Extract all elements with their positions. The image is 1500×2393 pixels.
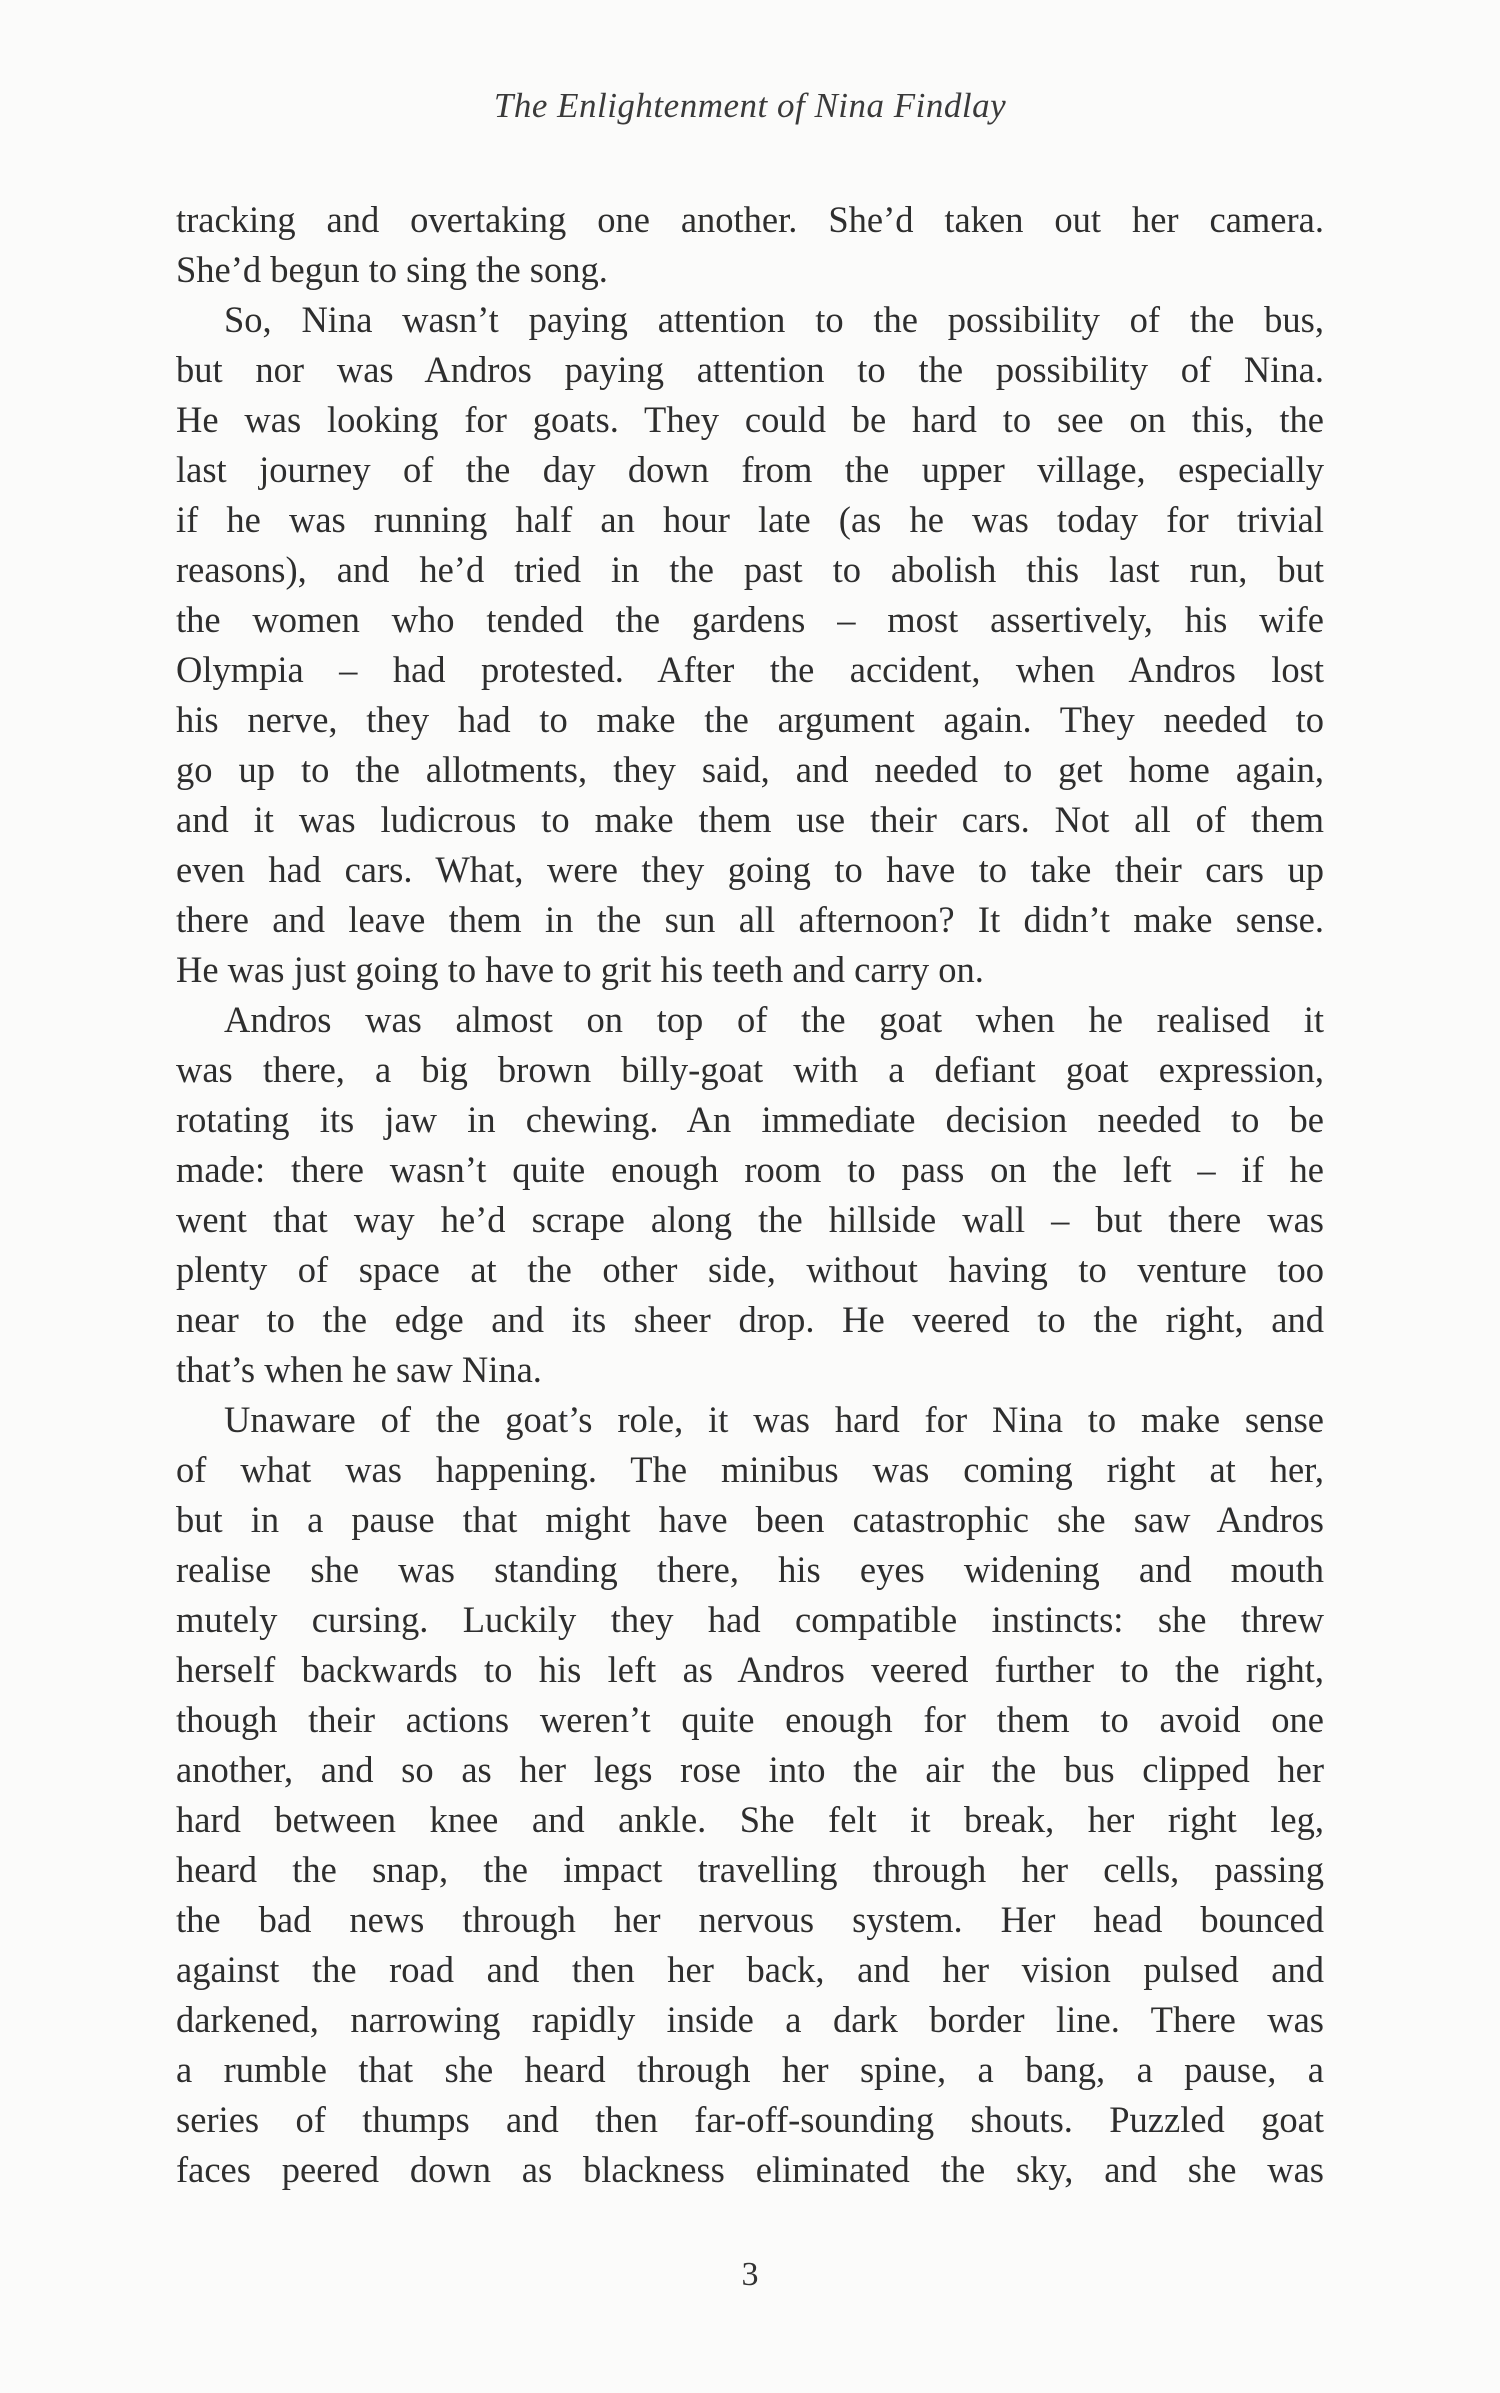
text-line: that’s when he saw Nina. <box>176 1349 542 1390</box>
text-line: a rumble that she heard through her spine, a bang, a pause, a <box>176 2049 1324 2090</box>
text-line: heard the snap, the impact travelling through her cells, passing <box>176 1849 1324 1890</box>
text-line: tracking and overtaking one another. She’d taken out her camera. <box>176 199 1324 240</box>
text-line: reasons), and he’d tried in the past to abolish this last run, but <box>176 549 1324 590</box>
page-number: 3 <box>741 2256 759 2293</box>
text-line: realise she was standing there, his eyes widening and mouth <box>176 1549 1324 1590</box>
text-line: and it was ludicrous to make them use their cars. Not all of them <box>176 799 1324 840</box>
text-line: faces peered down as blackness eliminated the sky, and she was <box>176 2149 1324 2190</box>
text-line: darkened, narrowing rapidly inside a dark border line. There was <box>176 1999 1324 2040</box>
text-line: went that way he’d scrape along the hillside wall – but there was <box>176 1199 1324 1240</box>
running-head: The Enlightenment of Nina Findlay <box>493 86 1007 125</box>
text-line: of what was happening. The minibus was coming right at her, <box>176 1449 1324 1490</box>
text-line: series of thumps and then far-off-sounding shouts. Puzzled goat <box>176 2099 1324 2140</box>
text-line: though their actions weren’t quite enough for them to avoid one <box>176 1699 1324 1740</box>
text-line: rotating its jaw in chewing. An immediate decision needed to be <box>176 1099 1324 1140</box>
text-line: against the road and then her back, and her vision pulsed and <box>176 1949 1324 1990</box>
text-line: his nerve, they had to make the argument again. They needed to <box>176 699 1324 740</box>
text-line: He was looking for goats. They could be hard to see on this, the <box>176 399 1324 440</box>
text-line: but nor was Andros paying attention to the possibility of Nina. <box>176 349 1324 390</box>
text-line: last journey of the day down from the upper village, especially <box>176 449 1324 490</box>
text-line: hard between knee and ankle. She felt it break, her right leg, <box>176 1799 1324 1840</box>
text-line: near to the edge and its sheer drop. He veered to the right, and <box>176 1299 1324 1340</box>
text-line: there and leave them in the sun all afternoon? It didn’t make sense. <box>176 899 1324 940</box>
body-text <box>176 195 1324 2195</box>
text-line: another, and so as her legs rose into the air the bus clipped her <box>176 1749 1324 1790</box>
text-line: if he was running half an hour late (as he was today for trivial <box>176 499 1324 540</box>
text-line: herself backwards to his left as Andros veered further to the right, <box>176 1649 1324 1690</box>
text-line: made: there wasn’t quite enough room to pass on the left – if he <box>176 1149 1324 1190</box>
text-line: He was just going to have to grit his teeth and carry on. <box>176 949 984 990</box>
text-line: go up to the allotments, they said, and needed to get home again, <box>176 749 1324 790</box>
text-line: the women who tended the gardens – most assertively, his wife <box>176 599 1324 640</box>
text-line: So, Nina wasn’t paying attention to the possibility of the bus, <box>224 299 1324 340</box>
text-line: even had cars. What, were they going to have to take their cars up <box>176 849 1324 890</box>
text-line: plenty of space at the other side, without having to venture too <box>176 1249 1324 1290</box>
text-line: the bad news through her nervous system. Her head bounced <box>176 1899 1324 1940</box>
text-line: was there, a big brown billy-goat with a defiant goat expression, <box>176 1049 1324 1090</box>
text-line: but in a pause that might have been catastrophic she saw Andros <box>176 1499 1324 1540</box>
text-line: Olympia – had protested. After the accident, when Andros lost <box>176 649 1324 690</box>
text-line: Andros was almost on top of the goat when he realised it <box>224 999 1324 1040</box>
text-line: mutely cursing. Luckily they had compatible instincts: she threw <box>176 1599 1324 1640</box>
text-line: Unaware of the goat’s role, it was hard for Nina to make sense <box>224 1399 1324 1440</box>
text-line: She’d begun to sing the song. <box>176 249 608 290</box>
